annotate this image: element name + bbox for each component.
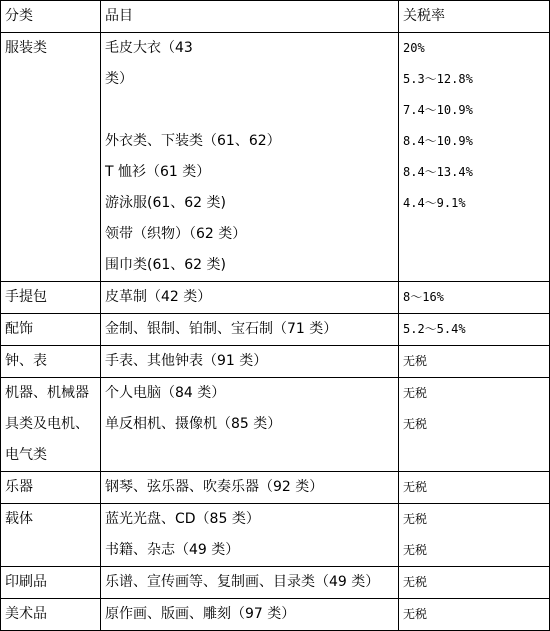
table-row xyxy=(1,378,550,472)
rate-cell xyxy=(399,378,550,472)
items-cell xyxy=(101,282,399,314)
category-line: 配饰 xyxy=(5,321,33,337)
category-cell xyxy=(1,33,101,282)
rate-cell xyxy=(399,567,550,599)
rate-cell xyxy=(399,599,550,631)
item-line: 毛皮大衣（43 xyxy=(105,40,193,56)
table-row xyxy=(1,472,550,504)
rate-line: 无税 xyxy=(403,386,428,400)
item-line: 游泳服(61、62 类) xyxy=(105,195,227,211)
items-cell xyxy=(101,599,399,631)
category-line: 服装类 xyxy=(5,40,47,56)
rate-line: 5.2～5.4% xyxy=(403,322,466,336)
table-row xyxy=(1,346,550,378)
category-cell xyxy=(1,378,101,472)
rate-line: 无税 xyxy=(403,354,428,368)
item-line: 手表、其他钟表（91 类） xyxy=(105,353,268,369)
rate-cell xyxy=(399,33,550,282)
item-line: T 恤衫（61 类） xyxy=(105,164,211,180)
rate-line: 无税 xyxy=(403,480,428,494)
rate-line: 5.3～12.8% xyxy=(403,72,473,86)
category-line: 美术品 xyxy=(5,606,47,622)
tariff-table-body xyxy=(1,1,550,631)
rate-line: 4.4～9.1% xyxy=(403,196,466,210)
rate-line: 无税 xyxy=(403,543,428,557)
category-line: 电气类 xyxy=(5,447,47,463)
items-cell xyxy=(101,346,399,378)
items-cell xyxy=(101,314,399,346)
item-line: 书籍、杂志（49 类） xyxy=(105,542,240,558)
rate-line: 20% xyxy=(403,41,425,55)
table-row xyxy=(1,282,550,314)
category-cell xyxy=(1,504,101,567)
category-line: 具类及电机、 xyxy=(5,416,89,432)
table-row xyxy=(1,33,550,282)
category-cell xyxy=(1,314,101,346)
items-cell xyxy=(101,567,399,599)
item-line xyxy=(105,95,398,126)
rate-cell xyxy=(399,346,550,378)
table-row xyxy=(1,504,550,567)
items-cell xyxy=(101,504,399,567)
category-line: 手提包 xyxy=(5,289,47,305)
items-cell xyxy=(101,472,399,504)
item-line: 围巾类(61、62 类) xyxy=(105,257,227,273)
rate-cell xyxy=(399,472,550,504)
rate-cell xyxy=(399,504,550,567)
item-line: 乐谱、宣传画等、复制画、目录类（49 类） xyxy=(105,574,380,590)
category-line: 钟、表 xyxy=(5,353,47,369)
category-cell xyxy=(1,567,101,599)
rate-line: 无税 xyxy=(403,417,428,431)
header-items: 品目 xyxy=(101,1,399,33)
category-cell xyxy=(1,282,101,314)
rate-cell xyxy=(399,314,550,346)
category-line: 载体 xyxy=(5,511,33,527)
item-line: 个人电脑（84 类） xyxy=(105,385,226,401)
items-cell xyxy=(101,33,399,282)
table-row xyxy=(1,314,550,346)
items-cell xyxy=(101,378,399,472)
rate-line: 无税 xyxy=(403,607,428,621)
category-line: 印刷品 xyxy=(5,574,47,590)
rate-line: 8.4～10.9% xyxy=(403,134,473,148)
category-cell xyxy=(1,472,101,504)
rate-cell xyxy=(399,282,550,314)
rate-line: 无税 xyxy=(403,575,428,589)
item-line: 领带（织物）（62 类） xyxy=(105,226,247,242)
table-row xyxy=(1,567,550,599)
item-line: 类） xyxy=(105,71,133,87)
item-line: 蓝光光盘、CD（85 类） xyxy=(105,511,260,527)
category-cell xyxy=(1,599,101,631)
category-line: 机器、机械器 xyxy=(5,385,89,401)
header-rate: 关税率 xyxy=(399,1,550,33)
item-line: 原作画、版画、雕刻（97 类） xyxy=(105,606,296,622)
item-line: 皮革制（42 类） xyxy=(105,289,212,305)
item-line: 金制、银制、铂制、宝石制（71 类） xyxy=(105,321,338,337)
rate-line: 7.4～10.9% xyxy=(403,103,473,117)
item-line: 单反相机、摄像机（85 类） xyxy=(105,416,282,432)
item-line: 外衣类、下装类（61、62） xyxy=(105,133,281,149)
header-category: 分类 xyxy=(1,1,101,33)
table-row xyxy=(1,599,550,631)
rate-line: 8.4～13.4% xyxy=(403,165,473,179)
category-cell xyxy=(1,346,101,378)
rate-line: 8～16% xyxy=(403,290,444,304)
category-line: 乐器 xyxy=(5,479,33,495)
header-row xyxy=(1,1,550,33)
rate-line: 无税 xyxy=(403,512,428,526)
item-line: 钢琴、弦乐器、吹奏乐器（92 类） xyxy=(105,479,324,495)
